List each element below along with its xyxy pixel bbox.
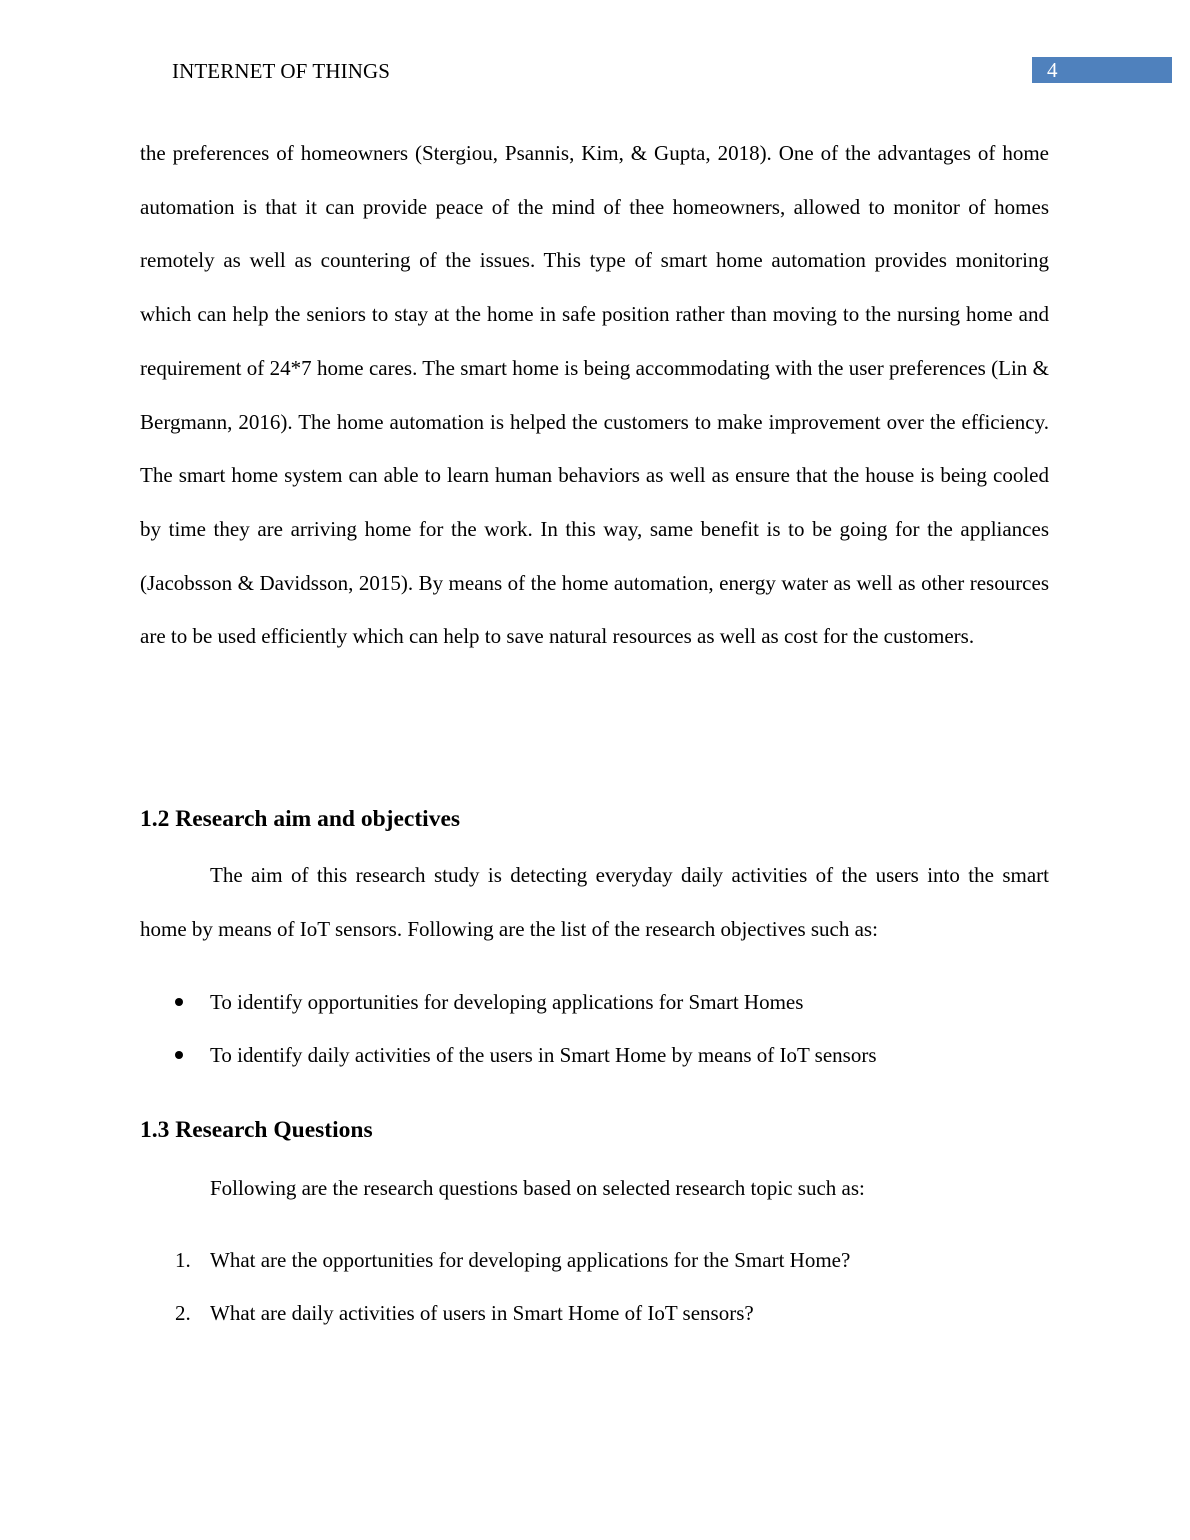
objective-text: To identify opportunities for developing applications for Smart Homes — [210, 990, 804, 1014]
question-text: What are the opportunities for developing applications for the Smart Home? — [210, 1248, 851, 1272]
objectives-list — [140, 987, 1049, 1093]
list-number: 1. — [175, 1248, 191, 1272]
question-text: What are daily activities of users in Smart Home of IoT sensors? — [210, 1301, 754, 1325]
page-number-band — [1032, 57, 1172, 83]
list-number: 2. — [175, 1301, 191, 1325]
bullet-icon — [175, 1051, 183, 1059]
intro-paragraph: the preferences of homeowners (Stergiou, Psannis, Kim, & Gupta, 2018). One of the advantages of home automation is that it can provide peace of the mind of thee homeowners, allowed to monitor of homes remotely as well as countering of the issues. This type of smart home automation provides monitoring which can help the seniors to stay at the home in safe position rather than moving to the nursing home and requirement of 24*7 home cares. The smart home is being accommodating with the user preferences (Lin & Bergmann, 2016). The home automation is helped the customers to make improvement over the efficiency. The smart home system can able to learn human behaviors as well as ensure that the house is being cooled by time they are arriving home for the work. In this way, same benefit is to be going for the appliances (Jacobsson & Davidsson, 2015). By means of the home automation, energy water as well as other resources are to be used efficiently which can help to save natural resources as well as cost for the customers. — [140, 141, 1049, 649]
research-questions-list — [140, 1245, 1049, 1351]
running-header-title: INTERNET OF THINGS — [172, 59, 391, 83]
section-heading-research-questions: 1.3 Research Questions — [140, 1117, 373, 1143]
research-aim-text: The aim of this research study is detecting everyday daily activities of the users into the smart home by means of IoT sensors. Following are the list of the research objectives such as: — [140, 863, 1049, 941]
research-aim-paragraph — [140, 849, 1049, 956]
list-item — [140, 1245, 1049, 1298]
objective-text: To identify daily activities of the users in Smart Home by means of IoT sensors — [210, 1043, 877, 1067]
section-heading-research-aim: 1.2 Research aim and objectives — [140, 806, 461, 832]
list-item — [140, 1040, 1049, 1093]
list-item — [140, 1298, 1049, 1351]
research-questions-intro: Following are the research questions based on selected research topic such as: — [210, 1176, 865, 1200]
list-item — [140, 987, 1049, 1040]
page-number: 4 — [1047, 58, 1058, 82]
bullet-icon — [175, 998, 183, 1006]
